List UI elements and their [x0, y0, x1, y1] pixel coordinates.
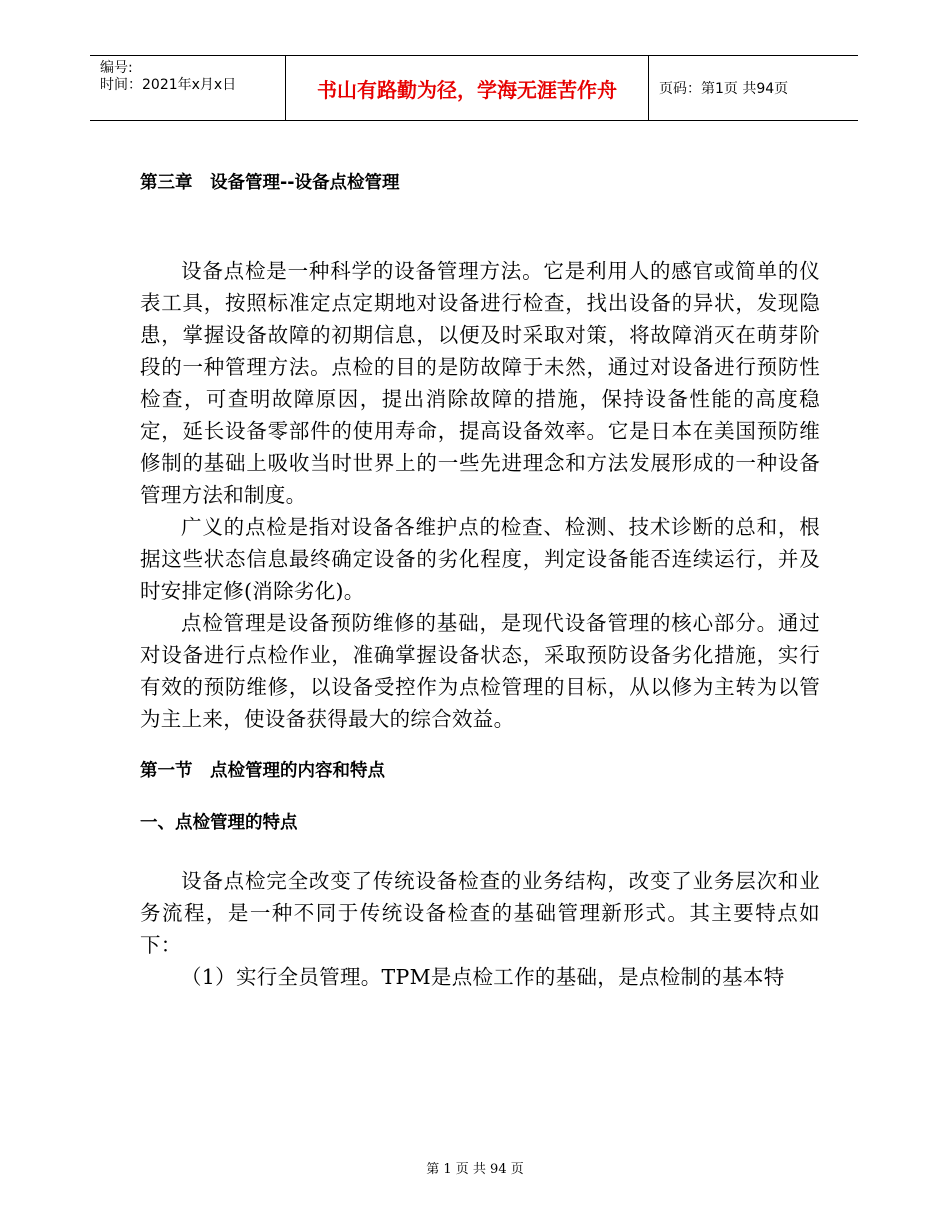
paragraph: 设备点检完全改变了传统设备检查的业务结构，改变了业务层次和业务流程，是一种不同于传统设备检查的基础管理新形式。其主要特点如下：: [140, 869, 820, 957]
paragraph: 广义的点检是指对设备各维护点的检查、检测、技术诊断的总和，根据这些状态信息最终确定设备的劣化程度，判定设备能否连续运行，并及时安排定修(消除劣化)。: [140, 515, 820, 603]
page-header: [90, 55, 858, 121]
paragraph: （1）实行全员管理。TPM是点检工作的基础，是点检制的基本特: [181, 965, 785, 989]
paragraph: 点检管理是设备预防维修的基础，是现代设备管理的核心部分。通过对设备进行点检作业，准确掌握设备状态，采取预防设备劣化措施，实行有效的预防维修，以设备受控作为点检管理的目标，从以修为主转为以管为主上来，使设备获得最大的综合效益。: [140, 611, 820, 731]
document-body: [140, 165, 820, 993]
section-title: 第一节 点检管理的内容和特点: [140, 761, 385, 781]
subsection-title: 一、点检管理的特点: [140, 813, 298, 833]
paragraph: 设备点检是一种科学的设备管理方法。它是利用人的感官或简单的仪表工具，按照标准定点定期地对设备进行检查，找出设备的异状，发现隐患，掌握设备故障的初期信息，以便及时采取对策，将故障消灭在萌芽阶段的一种管理方法。点检的目的是防故障于未然，通过对设备进行预防性检查，可查明故障原因，提出消除故障的措施，保持设备性能的高度稳定，延长设备零部件的使用寿命，提高设备效率。它是日本在美国预防维修制的基础上吸收当时世界上的一些先进理念和方法发展形成的一种设备管理方法和制度。: [140, 259, 820, 507]
header-meta: [90, 56, 285, 120]
document-number-label: 编号:: [100, 60, 133, 76]
header-page-info: 页码：第1页 共94页: [659, 81, 789, 97]
page-footer: 第 1 页 共 94 页: [426, 1162, 524, 1177]
header-motto: 书山有路勤为径，学海无涯苦作舟: [285, 56, 649, 120]
document-date: 时间：2021年x月x日: [100, 77, 237, 93]
chapter-title: 第三章 设备管理--设备点检管理: [140, 173, 400, 193]
